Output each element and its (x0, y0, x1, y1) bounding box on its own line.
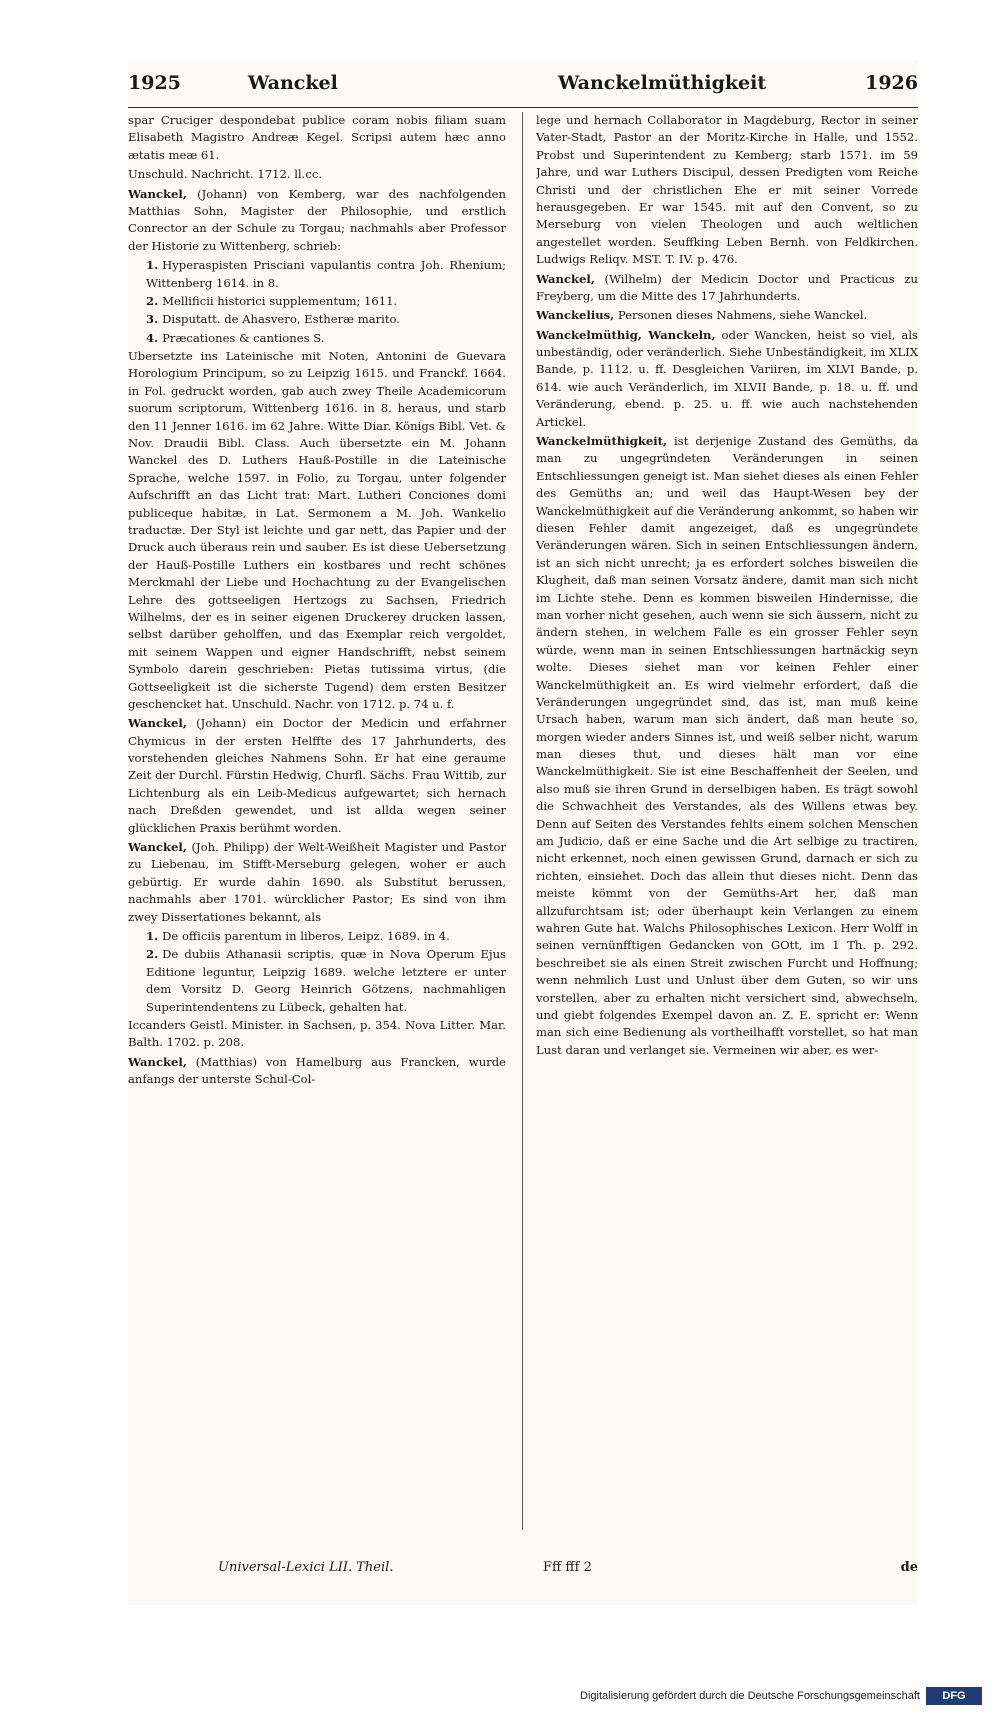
enumerated-item (128, 293, 506, 310)
lexicon-entry (128, 186, 506, 256)
volume-signature: Universal-Lexici LII. Theil. (218, 1560, 394, 1575)
entry-headword: Wanckel, (128, 186, 187, 201)
book-page (128, 60, 918, 1605)
text-paragraph: lege und hernach Collaborator in Magdeburg, Rector in seiner Vater-Stadt, Pastor an der Moritz-Kirche in Halle, und 1552. Probst und Superintendent zu Kemberg; starb 1571. im 59 Jahre, und war Luthers Discipul, dessen Predigten vom Reiche Christi und der christlichen Ehe er mit seiner Vorrede herausgegeben. Er war 1545. mit auf den Convent, so zu Merseburg von vielen Theologen und auch weltlichen angestellet worden. Seuffking Leben Bernh. von Feldkirchen. Ludwigs Reliqv. MST. T. IV. p. 476. (536, 113, 918, 267)
entry-text: oder Wancken, heist so viel, als unbeständig, oder veränderlich. Siehe Unbeständigkeit, im XLIX Bande, p. 1112. u. ff. Desgleichen Variiren, im XLVI Bande, p. 614. wie auch Veränderlich, im XLVII Bande, p. 18. u. ff. und Veränderung, ebend. p. 25. u. ff. wie auch nachstehenden Artickel. (536, 327, 918, 429)
sheet-signature: Fff fff 2 (543, 1560, 592, 1575)
text-paragraph: spar Cruciger despondebat publice coram nobis filiam suam Elisabeth Magistro Andreæ Kegel. Scripsi autem hæc anno ætatis meæ 61. (128, 113, 506, 162)
enumerated-item (128, 330, 506, 347)
item-text: Mellificii historici supplementum; 1611. (162, 293, 398, 308)
enumerated-item (128, 257, 506, 292)
item-number: 2. (146, 293, 159, 308)
item-text: Præcationes & cantiones S. (162, 330, 325, 345)
lexicon-entry (536, 327, 918, 431)
right-column (536, 112, 918, 1542)
item-number: 1. (146, 258, 159, 273)
text-paragraph: Unschuld. Nachricht. 1712. ll.cc. (128, 167, 323, 182)
entry-headword: Wanckelmüthig, Wanckeln, (536, 327, 716, 342)
entry-text: (Johann) von Kemberg, war des nachfolgenden Matthias Sohn, Magister der Philosophie, und erstlich Conrector an der Schule zu Torgau; nachmahls aber Professor der Historie zu Wittenberg, schrieb: (128, 186, 506, 253)
text-paragraph: Iccanders Geistl. Minister. in Sachsen, p. 354. Nova Litter. Mar. Balth. 1702. p. 208. (128, 1017, 506, 1050)
left-running-title: Wanckel (248, 72, 338, 94)
item-text: Hyperaspisten Prisciani vapulantis contra Joh. Rhenium; Wittenberg 1614. in 8. (146, 258, 506, 290)
right-page-number: 1926 (865, 72, 918, 94)
entry-text: (Johann) ein Doctor der Medicin und erfahrner Chymicus in der ersten Helffte des 17 Jahrhunderts, des vorstehenden gleiches Nahmens Sohn. Er hat eine geraume Zeit der Durchl. Fürstin Hedwig, Churfl. Sächs. Frau Wittib, zur Lichtenburg als ein Leib-Medicus aufgewartet; sich hernach nach Dreßden gewendet, und ist allda wegen seiner glücklichen Praxis berühmt worden. (128, 716, 506, 835)
item-number: 1. (146, 928, 159, 943)
left-page-number: 1925 (128, 72, 181, 94)
entry-headword: Wanckelius, (536, 308, 615, 323)
catchword: de (900, 1560, 918, 1575)
entry-headword: Wanckel, (128, 716, 187, 731)
entry-text: (Matthias) von Hamelburg aus Francken, wurde anfangs der unterste Schul-Col- (128, 1054, 506, 1087)
text-paragraph: Ubersetzte ins Lateinische mit Noten, Antonini de Guevara Horologium Principum, so zu Leipzig 1615. und Franckf. 1664. in Fol. gedruckt worden, gab auch zwey Theile Academicorum suorum scriptorum, Wittenberg 1616. in 8. heraus, und starb den 11 Jenner 1616. im 62 Jahre. Witte Diar. Königs Bibl. Vet. & Nov. Draudii Bibl. Class. Auch übersetzte ein M. Johann Wanckel des D. Luthers Hauß-Postille in die Lateinische Sprache, welche 1597. in Folio, zu Torgau, unter folgender Aufschrifft an das Licht trat: Mart. Lutheri Conciones domi publiceque habitæ, in Lat. Sermonem a M. Joh. Wankelio traductæ. Der Styl ist leichte und gar nett, das Papier und der Druck auch überaus rein und sauber. Es ist diese Uebersetzung der Hauß-Postille Luthers ein kostbares und recht schönes Merckmahl der Liebe und Hochachtung zu der Evangelischen Lehre des gottseeligen Hertzogs zu Sachsen, Friedrich Wilhelms, der es in seiner eigenen Druckerey drucken lassen, selbst darüber geholffen, und das Exemplar reich vergoldet, mit seinem Wappen und eigner Handschrifft, nebst seinem Symbolo darein geschrieben: Pietas tutissima virtus, (die Gottseeligkeit ist die sicherste Tugend) dem ersten Besitzer geschencket hat. Unschuld. Nachr. von 1712. p. 74 u. f. (128, 349, 506, 711)
entry-text: Personen dieses Nahmens, siehe Wanckel. (614, 308, 868, 323)
item-text: Disputatt. de Ahasvero, Estheræ marito. (162, 312, 400, 327)
entry-headword: Wanckel, (128, 840, 187, 855)
enumerated-item (128, 311, 506, 328)
item-text: De dubiis Athanasii scriptis, quæ in Nova Operum Ejus Editione leguntur, Leipzig 1689. welche letztere er unter dem Vorsitz D. Georg Heinrich Götzens, nachmahligen Superintendentens zu Lübeck, gehalten hat. (146, 947, 506, 1014)
digitization-credit: Digitalisierung gefördert durch die Deutsche Forschungsgemeinschaft (580, 1690, 920, 1702)
right-running-title: Wanckelmüthigkeit (558, 72, 767, 94)
lexicon-entry (128, 715, 506, 837)
entry-text: (Wilhelm) der Medicin Doctor und Practicus zu Freyberg, um die Mitte des 17 Jahrhunderts. (536, 271, 918, 303)
entry-headword: Wanckel, (536, 271, 595, 286)
item-number: 2. (146, 947, 159, 962)
entry-text: ist derjenige Zustand des Gemüths, da man zu ungegründeten Veränderungen in seinen Entschliessungen geneigt ist. Man siehet dieses als einen Fehler des Gemüths an; und weil das Haupt-Wesen bey der Wanckelmüthigkeit auf die Veränderung ankommt, so haben wir diesen Fehler damit angezeiget, daß es ungegründete Veränderungen wären. Sich in seinen Entschliessungen ändern, ist an sich nicht unrecht; ja es erfordert solches bisweilen die Klugheit, daß man seinen Vorsatz ändere, damit man sich nicht im Lichte stehe. Denn es kommen bisweilen Hindernisse, die man vorher nicht gesehen, auch wenn sie sich äussern, nicht zu ändern stehen, in welchem Falle es ein grosser Fehler seyn würde, wenn man in seinen Entschliessungen hartnäckig seyn wolte. Dieses siehet man vor keinen Fehler einer Wanckelmüthigkeit an. Es wird vielmehr erfordert, daß die Veränderungen ungegründet sind, das ist, man muß keine Ursach haben, warum man sich ändert, daß man heute so, morgen wieder anders Sinnes ist, und weiß selber nicht, warum man dieses thut, und dieses hält man vor eine Wanckelmüthigkeit. Sie ist eine Beschaffenheit der Seelen, und also muß sie ihren Grund in derselbigen haben. Es trägt sowohl die Schwachheit des Verstandes, als des Willens etwas bey. Denn auf Seiten des Verstandes fehlts einem solchen Menschen am Judicio, daß er eine Sache und die Art selbige zu tractiren, nicht erkennet, noch einen gewissen Grund, darnach er sich zu richten, einsiehet. Doch das allein thut dieses nicht. Denn das meiste kömmt von der Gemüths-Art her, daß man allzufurchtsam ist; oder überhaupt kein Verlangen zu einem wahren Gute hat. Walchs Philosophisches Lexicon. Herr Wolff in seinen vernünfftigen Gedancken von GOtt, im 1 Th. p. 292. beschreibet sie als einen Streit zwischen Furcht und Hoffnung; wenn nehmlich Lust und Unlust über dem Guten, so wir uns vorstellen, aber zu erhalten nicht versichert sind, abwechseln, und giebt folgendes Exempel davon an. Z. E. spricht er: Wenn man sich eine Bedienung als vortheilhafft vorstellet, so hat man Lust daran und verlanget sie. Vermeinen wir aber, es wer- (536, 434, 918, 1057)
enumerated-item (128, 928, 506, 945)
lexicon-entry (128, 839, 506, 926)
lexicon-entry (536, 271, 918, 306)
enumerated-item (128, 946, 506, 1016)
entry-headword: Wanckel, (128, 1054, 187, 1069)
lexicon-entry (128, 1054, 506, 1089)
lexicon-entry (536, 433, 918, 1059)
entry-headword: Wanckelmüthigkeit, (536, 434, 668, 449)
column-divider (522, 112, 523, 1530)
item-number: 3. (146, 312, 159, 327)
entry-text: (Joh. Philipp) der Welt-Weißheit Magister und Pastor zu Liebenau, im Stifft-Merseburg gelegen, woher er auch gebürtig. Er wurde dahin 1690. als Substitut berussen, nachmahls aber 1701. würcklicher Pastor; Es sind von ihm zwey Dissertationes bekannt, als (128, 840, 506, 924)
left-column (128, 112, 506, 1542)
lexicon-entry (536, 307, 918, 324)
dfg-logo: DFG (926, 1687, 982, 1705)
header-rule (128, 107, 918, 108)
item-text: De officiis parentum in liberos, Leipz. 1689. in 4. (162, 928, 450, 943)
item-number: 4. (146, 330, 159, 345)
